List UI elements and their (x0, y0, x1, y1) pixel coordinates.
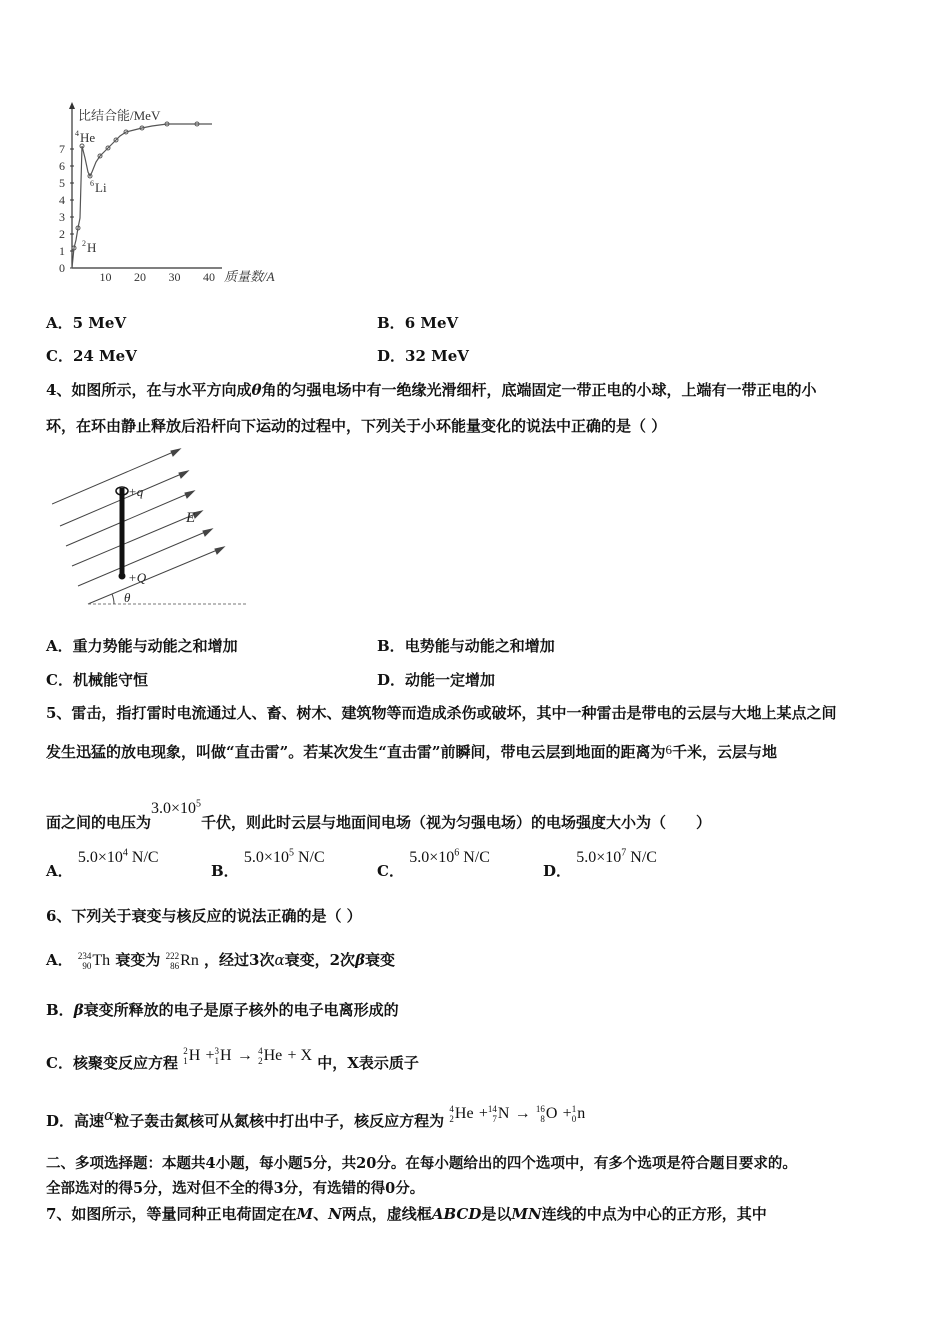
q5-option-c[interactable]: C． $5.0\times 10^6$ N/C (377, 848, 490, 881)
q4-stem-line2: 环，在环由静止释放后沿杆向下运动的过程中，下列关于小环能量变化的说法中正确的是（ ） (46, 417, 667, 435)
q6-option-a[interactable]: A． 234 90 Th 衰变为 222 86 Rn ，经过3次α衰变，2次β衰变 (46, 951, 396, 971)
q3-option-b[interactable]: B．6 MeV (377, 314, 459, 332)
y-tick-label: 7 (59, 142, 65, 156)
angle-label: θ (124, 590, 131, 605)
x-tick-label: 20 (134, 270, 146, 284)
x-tick-labels (100, 270, 216, 284)
section2-heading-line2: 全部选对的得5分，选对但不全的得3分，有选错的得0分。 (46, 1180, 425, 1197)
h-mass: 2 (82, 239, 86, 248)
y-tick-label: 1 (59, 244, 65, 258)
y-tick-label: 5 (59, 176, 65, 190)
q7-stem: 7、如图所示，等量同种正电荷固定在M、N两点，虚线框ABCD是以MN连线的中点为中心的正方形，其中 (46, 1205, 767, 1223)
y-axis-arrow (69, 102, 75, 109)
binding-energy-chart (52, 100, 292, 290)
y-tick-label: 0 (59, 261, 65, 275)
q3-option-d[interactable]: D．32 MeV (377, 347, 469, 365)
q4-stem-line1: 4、如图所示，在与水平方向成θ角的匀强电场中有一绝缘光滑细杆，底端固定一带正电的小球，上端有一带正电的小 (46, 381, 817, 399)
q4-option-d[interactable]: D．动能一定增加 (377, 671, 496, 689)
ball-charge-label: +Q (128, 570, 147, 585)
q4-figure (52, 448, 252, 610)
he-label: He (80, 130, 96, 145)
q6-stem: 6、下列关于衰变与核反应的说法正确的是（ ） (46, 907, 362, 925)
q4-option-b[interactable]: B．电势能与动能之和增加 (377, 637, 555, 655)
charged-ball (119, 573, 126, 580)
he-mass: 4 (75, 129, 79, 138)
q5-option-a[interactable]: A． $5.0\times 10^4$ N/C (46, 848, 159, 881)
y-tick-label: 6 (59, 159, 65, 173)
q5-option-b[interactable]: B． $5.0\times 10^5$ N/C (211, 848, 325, 881)
x-axis-label: 质量数/A (224, 269, 275, 284)
q6-option-b[interactable]: B．β衰变所释放的电子是原子核外的电子电离形成的 (46, 1001, 399, 1019)
q6-option-c[interactable]: C．核聚变反应方程 2 1 H + 3 1 H → 4 2 He + X 中，X表示质子 (46, 1046, 419, 1072)
q5-stem-line1: 5、雷击，指打雷时电流通过人、畜、树木、建筑物等而造成杀伤或破坏，其中一种雷击是带电的云层与大地上某点之间 (46, 704, 837, 722)
q3-option-a[interactable]: A．5 MeV (46, 314, 127, 332)
ring-charge-label: +q (128, 484, 144, 499)
q6-option-d[interactable]: D．高速α粒子轰击氮核可从氮核中打出中子，核反应方程为 4 2 He + 14 7 N → 16 8 O + 1 0 n (46, 1104, 586, 1130)
q4-option-a[interactable]: A．重力势能与动能之和增加 (46, 637, 238, 655)
y-axis-label: 比结合能/MeV (78, 108, 161, 123)
x-tick-label: 30 (168, 270, 181, 284)
y-tick-label: 2 (59, 227, 65, 241)
q5-stem-line3: 面之间的电压为$3.0\times 10^5$千伏，则此时云层与地面间电场（视为匀强电场）的电场强度大小为（ ） (46, 799, 712, 832)
x-tick-label: 40 (203, 270, 215, 284)
x-tick-label: 10 (99, 270, 112, 284)
y-tick-label: 3 (59, 210, 65, 224)
q5-option-d[interactable]: D． $5.0\times 10^7$ N/C (543, 848, 657, 881)
h-label: H (87, 240, 97, 255)
li-label: Li (95, 180, 107, 195)
q4-option-c[interactable]: C．机械能守恒 (46, 671, 148, 689)
section2-heading-line1: 二、多项选择题：本题共4小题，每小题5分，共20分。在每小题给出的四个选项中，有多个选项是符合题目要求的。 (46, 1155, 797, 1172)
field-label: E (186, 510, 196, 526)
q3-option-c[interactable]: C．24 MeV (46, 347, 137, 365)
li-mass: 6 (90, 179, 94, 188)
y-tick-label: 4 (59, 193, 65, 207)
q5-stem-line2: 发生迅猛的放电现象，叫做“直击雷”。若某次发生“直击雷”前瞬间，带电云层到地面的距离为6千米，云层与地 (46, 742, 778, 761)
